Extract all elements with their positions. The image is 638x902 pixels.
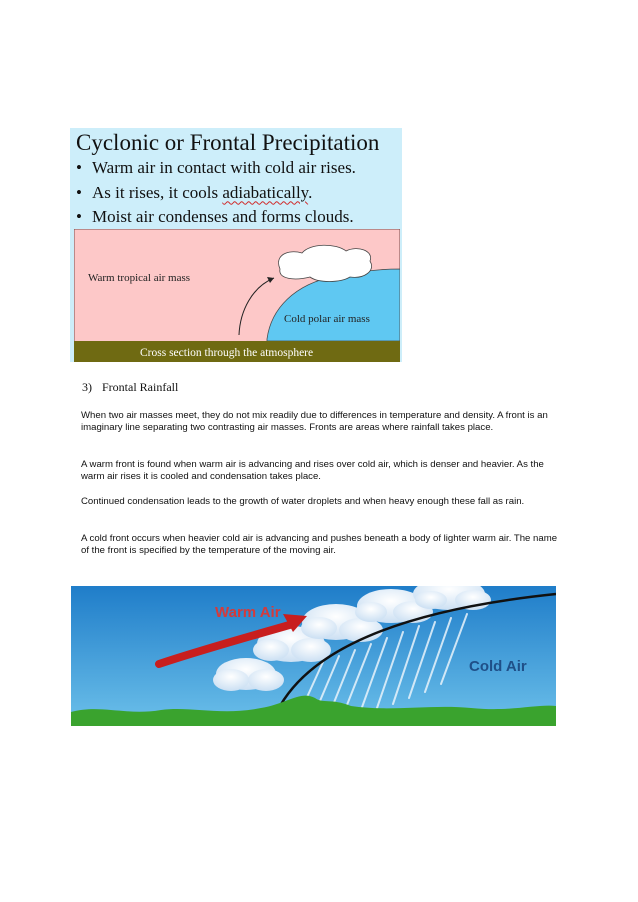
paragraph-cold-front: A cold front occurs when heavier cold air is advancing and pushes beneath a body of lighter warm air. The name of the front is specified by the temperature of the moving air. xyxy=(81,533,558,556)
frontal-precipitation-slide xyxy=(70,128,402,362)
cold-air-label: Cold Air xyxy=(469,658,527,675)
section-heading xyxy=(82,380,178,395)
paragraph-air-masses: When two air masses meet, they do not mix readily due to differences in temperature and density. A front is an imaginary line separating two contrasting air masses. Fronts are areas where rainfall takes place. xyxy=(81,410,548,433)
spellcheck-underlined-word: adiabatically xyxy=(222,182,309,202)
slide-bullet-list xyxy=(76,156,356,230)
cloud-icon xyxy=(413,586,491,610)
bullet-text: Moist air condenses and forms clouds. xyxy=(92,207,354,226)
bullet-text-end: . xyxy=(308,182,313,202)
slide-bullet-2 xyxy=(76,181,356,206)
bullet-marker: • xyxy=(76,182,82,202)
bullet-text: As it rises, it cools xyxy=(92,182,223,202)
warm-air-mass-label: Warm tropical air mass xyxy=(88,272,191,284)
slide-bullet-1 xyxy=(76,156,356,181)
paragraph-warm-front: A warm front is found when warm air is advancing and rises over cold air, which is denser and heavier. As the warm air rises it is cooled and condensation takes place. xyxy=(81,459,544,482)
bullet-text: Warm air in contact with cold air rises. xyxy=(92,158,356,177)
section-title: Frontal Rainfall xyxy=(102,380,179,394)
bullet-marker: • xyxy=(76,158,82,177)
cold-air-mass-label: Cold polar air mass xyxy=(284,313,370,325)
front-illustration-svg xyxy=(71,586,556,726)
air-mass-cross-section-diagram xyxy=(74,229,400,362)
slide-title: Cyclonic or Frontal Precipitation xyxy=(76,130,380,155)
section-number: 3) xyxy=(82,380,92,394)
slide-bullet-3 xyxy=(76,205,356,230)
bullet-marker: • xyxy=(76,207,82,226)
paragraph-condensation: Continued condensation leads to the growth of water droplets and when heavy enough these fall as rain. xyxy=(81,496,525,507)
warm-air-label: Warm Air xyxy=(215,604,281,621)
warm-cold-front-illustration xyxy=(71,586,556,726)
cross-section-caption: Cross section through the atmosphere xyxy=(140,347,314,359)
